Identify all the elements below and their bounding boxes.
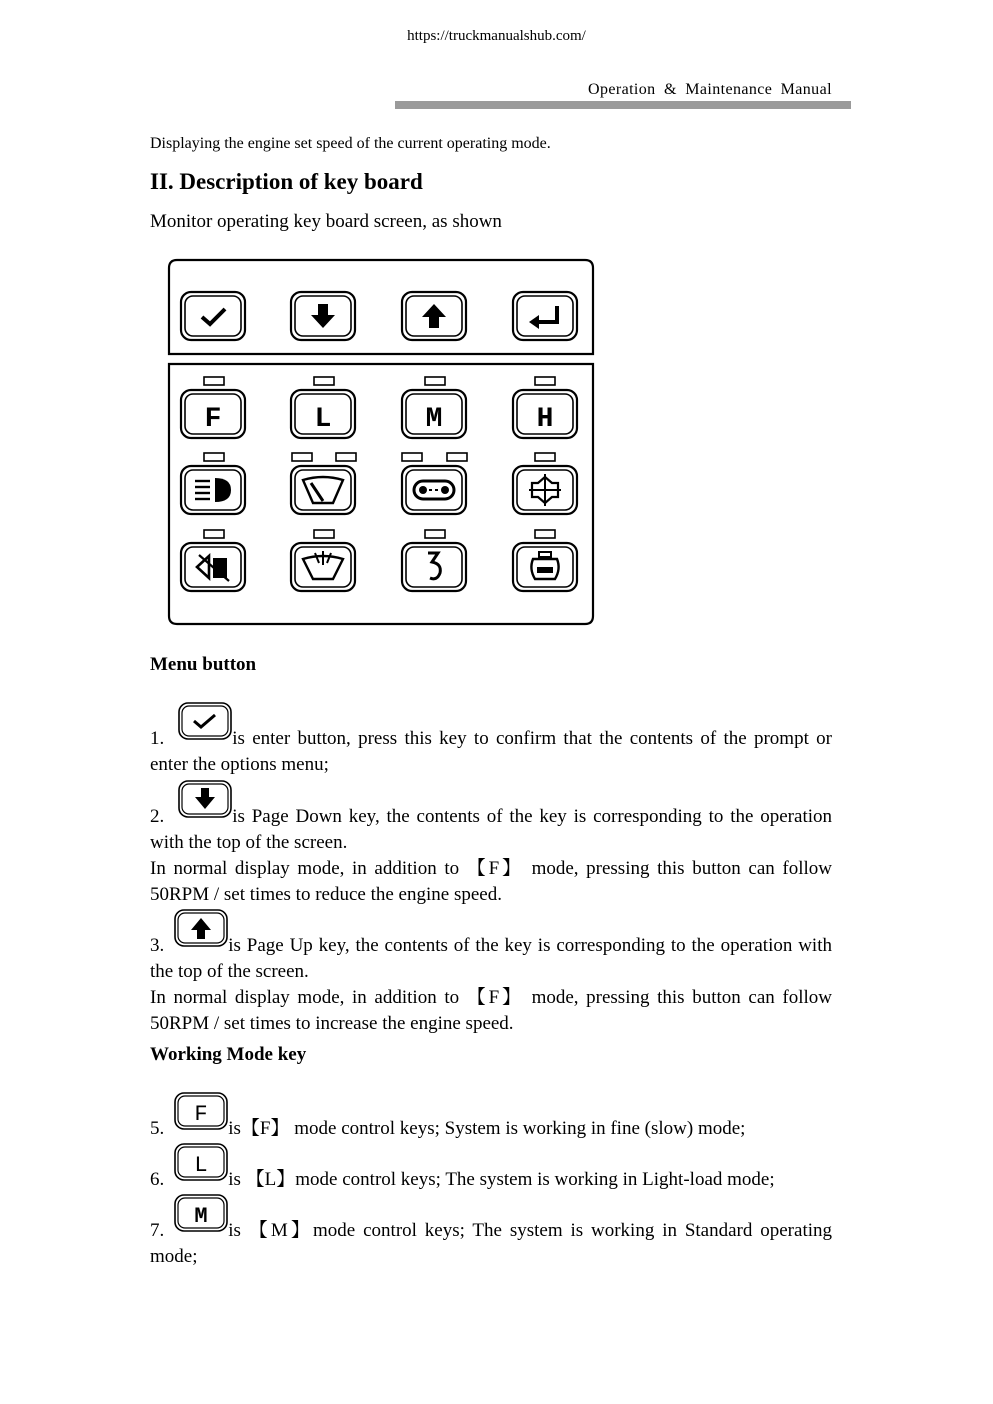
item-extra: In normal display mode, in addition to 【F】 mode, pressing this button can follow 50RPM / set times to increase the engine speed. (150, 987, 832, 1034)
wiper-icon (291, 466, 355, 514)
header-rule (395, 101, 851, 109)
item-text: is 【M】mode control keys; The system is working in Standard operating mode; (150, 1220, 832, 1267)
arrow-down-icon (178, 780, 232, 818)
headlight-icon (181, 466, 245, 514)
hook-icon (402, 543, 466, 591)
working-item-7 (150, 1194, 832, 1270)
working-item-6 (150, 1143, 832, 1193)
item-text: is enter button, press this key to confirm that the contents of the prompt or enter the options menu; (150, 728, 832, 775)
mode-key-L (174, 1143, 228, 1181)
item-text: is 【L】mode control keys; The system is working in Light-load mode; (228, 1169, 775, 1190)
svg-text:F: F (194, 1102, 208, 1127)
travel-off-icon (181, 543, 245, 591)
intro-text: Displaying the engine set speed of the current operating mode. (150, 135, 551, 152)
washer-icon (291, 543, 355, 591)
mode-key-F (174, 1092, 228, 1130)
menu-item-2 (150, 780, 832, 908)
check-icon (181, 292, 245, 340)
item-number: 7. (150, 1220, 165, 1241)
arrow-up-icon (174, 909, 228, 947)
svg-text:L: L (194, 1153, 208, 1178)
menu-title: Menu button (150, 654, 257, 675)
check-icon (178, 702, 232, 740)
mode-key-M (402, 390, 466, 438)
item-number: 3. (150, 935, 165, 956)
item-number: 2. (150, 806, 165, 827)
item-text: is【F】 mode control keys; System is working in fine (slow) mode; (228, 1118, 746, 1139)
conveyor-icon (402, 466, 466, 514)
snowflake-icon (513, 466, 577, 514)
arrow-up-icon (402, 292, 466, 340)
keyboard-figure (167, 258, 597, 630)
item-number: 6. (150, 1169, 165, 1190)
engine-icon (513, 543, 577, 591)
item-number: 5. (150, 1118, 165, 1139)
source-url[interactable]: https://truckmanualshub.com/ (407, 28, 586, 44)
mode-key-L (291, 390, 355, 438)
arrow-down-icon (291, 292, 355, 340)
working-item-5 (150, 1092, 832, 1142)
mode-key-M (174, 1194, 228, 1232)
mode-key-H (513, 390, 577, 438)
section-title: II. Description of key board (150, 169, 423, 194)
item-text: is Page Up key, the contents of the key is corresponding to the operation with the top of the screen. (150, 935, 832, 982)
svg-text:H: H (536, 404, 554, 435)
manual-title: Operation & Maintenance Manual (588, 81, 832, 98)
item-extra: In normal display mode, in addition to 【F】 mode, pressing this button can follow 50RPM / set times to reduce the engine speed. (150, 858, 832, 905)
working-title: Working Mode key (150, 1044, 307, 1065)
svg-text:M: M (194, 1204, 208, 1229)
item-text: is Page Down key, the contents of the key is corresponding to the operation with the top of the screen. (150, 806, 832, 853)
menu-item-3 (150, 909, 832, 1037)
menu-item-1 (150, 702, 832, 778)
svg-text:L: L (314, 404, 332, 435)
mode-key-F (181, 390, 245, 438)
svg-text:M: M (425, 404, 443, 435)
svg-text:F: F (204, 404, 222, 435)
enter-icon (513, 292, 577, 340)
section-lead: Monitor operating key board screen, as shown (150, 211, 502, 232)
item-number: 1. (150, 728, 165, 749)
